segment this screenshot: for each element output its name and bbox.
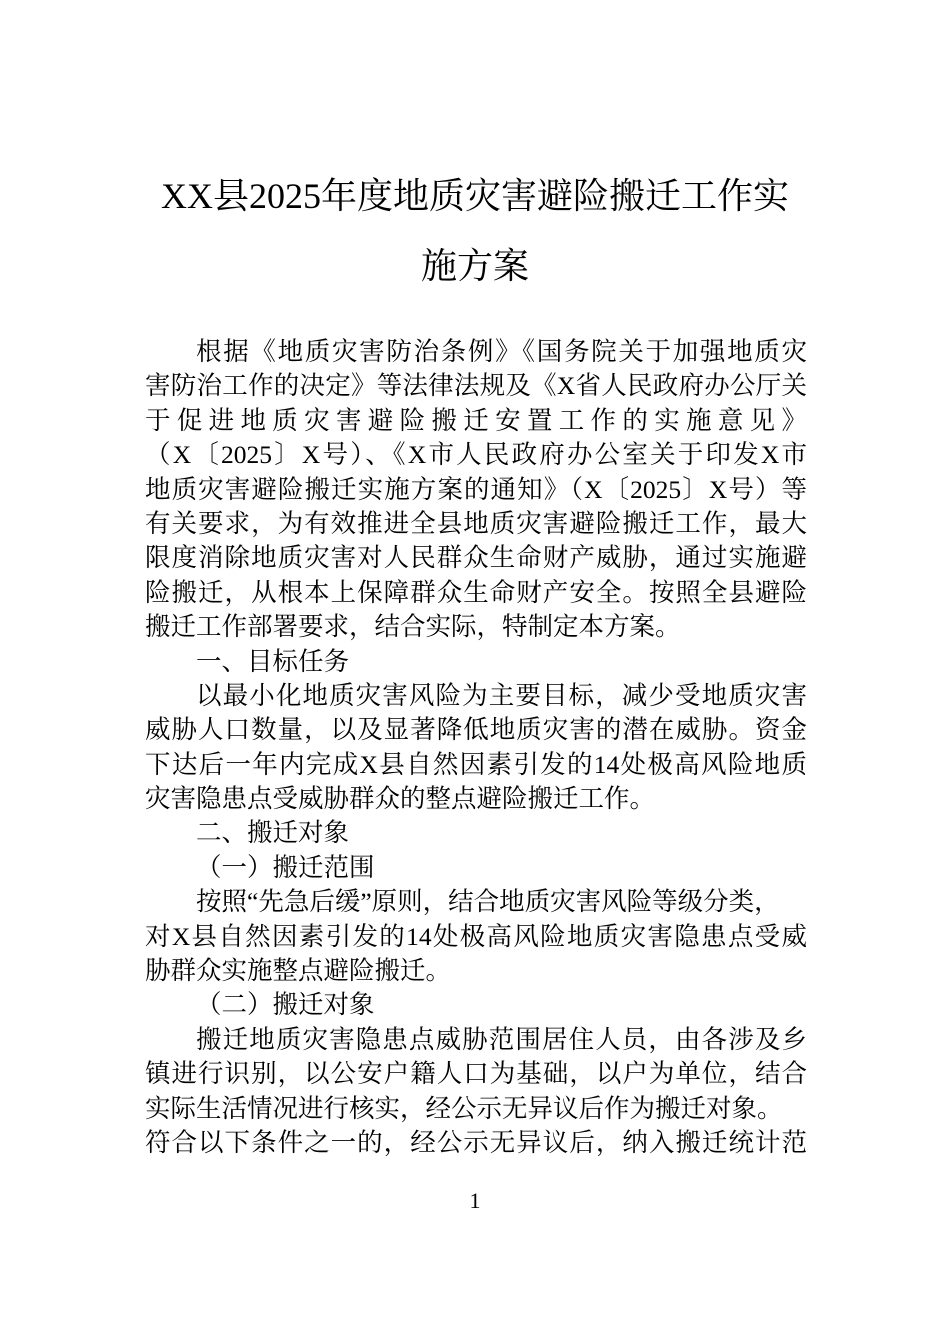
text-line: 镇进行识别，以公安户籍人口为基础，以户为单位，结合 [145,1059,807,1089]
text-line: （X〔2025〕X号）、《X市人民政府办公室关于印发X市 [145,440,807,470]
text-line: 符合以下条件之一的，经公示无异议后，纳入搬迁统计范 [145,1127,807,1157]
text-line: 威胁人口数量，以及显著降低地质灾害的潜在威胁。资金 [145,715,807,745]
text-line: 下达后一年内完成X县自然因素引发的14处极高风险地质 [145,749,807,779]
text-line: 灾害隐患点受威胁群众的整点避险搬迁工作。 [145,784,656,814]
text-line: 于促进地质灾害避险搬迁安置工作的实施意见》 [145,405,807,435]
text-line: 以最小化地质灾害风险为主要目标，减少受地质灾害 [196,680,807,710]
text-line: 搬迁地质灾害隐患点威胁范围居住人员，由各涉及乡 [196,1024,807,1054]
text-line: 害防治工作的决定》等法律法规及《X省人民政府办公厅关 [145,371,807,401]
text-line: 根据《地质灾害防治条例》《国务院关于加强地质灾 [196,337,807,366]
text-line: （一）搬迁范围 [196,852,375,882]
text-line: 搬迁工作部署要求，结合实际，特制定本方案。 [145,612,681,642]
document-body [145,335,807,1160]
text-line: 险搬迁，从根本上保障群众生命财产安全。按照全县避险 [145,577,807,607]
text-line: 一、目标任务 [196,646,350,676]
page-number: 1 [469,1188,481,1213]
text-line: 地质灾害避险搬迁实施方案的通知》（X〔2025〕X号）等 [145,474,807,504]
document-title-line-1: XX县2025年度地质灾害避险搬迁工作实 [161,176,789,216]
text-line: 限度消除地质灾害对人民群众生命财产威胁，通过实施避 [145,543,807,573]
text-line: 实际生活情况进行核实，经公示无异议后作为搬迁对象。 [145,1093,783,1123]
text-line: 有关要求，为有效推进全县地质灾害避险搬迁工作，最大 [145,508,807,538]
text-line: （二）搬迁对象 [196,990,375,1020]
text-line: 二、搬迁对象 [196,818,350,848]
document-title-line-2: 施方案 [420,246,529,286]
text-line: 胁群众实施整点避险搬迁。 [145,956,452,986]
text-line: 对X县自然因素引发的14处极高风险地质灾害隐患点受威 [145,921,807,951]
text-line: 按照“先急后缓”原则，结合地质灾害风险等级分类， [196,887,780,917]
